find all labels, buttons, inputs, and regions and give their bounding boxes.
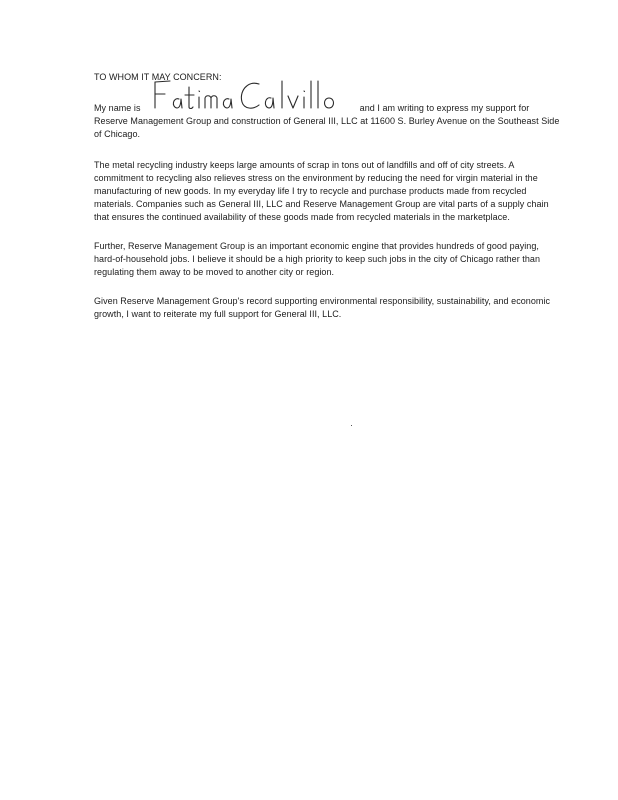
scan-speck xyxy=(351,425,352,426)
paragraph-recycling: The metal recycling industry keeps large amounts of scrap in tons out of landfills and off of city streets. A commitment to recycling also relieves stress on the environment by reducing the need for virgin material in the manufacturing of new goods. In my everyday life I try to recycle and purchase products made from recycled materials. Companies such as General III, LLC and Reserve Management Group are vital parts of a supply chain that ensures the continued availability of these goods made from recycled materials in the marketplace. xyxy=(94,160,549,222)
signature-text: Fatima Calvillo xyxy=(143,110,151,111)
intro-before-name: My name is xyxy=(94,103,141,113)
paragraph-jobs: Further, Reserve Management Group is an important economic engine that provides hundreds of good paying, hard-of-household jobs. I believe it should be a high priority to keep such jobs in the city of Chicago rather than regulating them away to be moved to another city or region. xyxy=(94,241,541,277)
salutation: TO WHOM IT MAY CONCERN: xyxy=(94,72,222,82)
intro-paragraph xyxy=(94,97,560,141)
footer-scan-noise xyxy=(92,789,526,793)
letter-body xyxy=(94,71,560,337)
paragraph-support: Given Reserve Management Group's record supporting environmental responsibility, sustainability, and economic growth, I want to reiterate my full support for General III, LLC. xyxy=(94,296,551,319)
handwritten-signature xyxy=(143,97,357,111)
signature-drawing xyxy=(143,76,357,112)
intro-after-name: and I am writing to express my support for Reserve Management Group and construction of General III, LLC at 11600 S. Burley Avenue on the Southeast Side of Chicago. xyxy=(94,103,560,139)
